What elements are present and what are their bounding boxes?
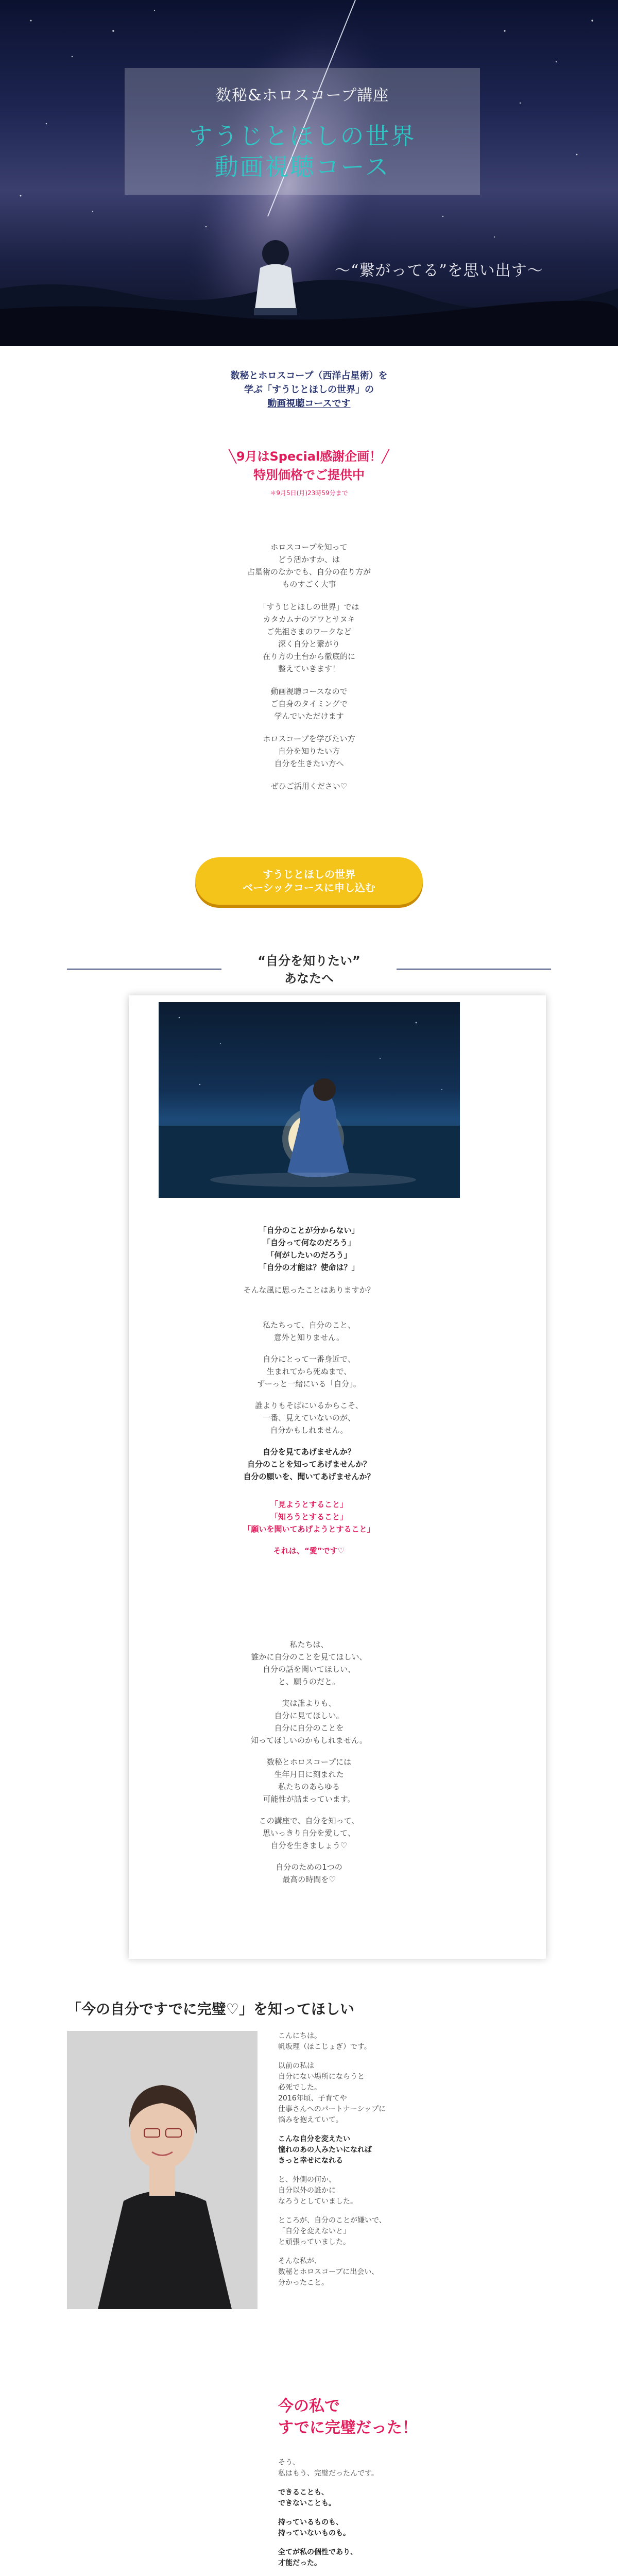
text-line: 憧れのあの人みたいになれば (278, 2146, 372, 2154)
intro-paragraph (180, 685, 438, 722)
section-heading-already-perfect: 「今の自分ですでに完璧♡」を知ってほしい (67, 2001, 354, 2018)
text-line: 帆坂理（ほこじょぎ）です。 (278, 2043, 371, 2051)
special-offer-deadline: ＊9月5日(月)23時59分まで (270, 489, 348, 497)
heading-line: あなたへ (284, 971, 334, 986)
cta-label-line-2: ベーシックコースに申し込む (243, 882, 375, 894)
text-line: 動画視聴コースなので (270, 687, 348, 696)
bio-text (278, 2031, 494, 2297)
text-line: 意外と知りません。 (274, 1333, 344, 1342)
text-line: ところが、自分のことが嫌いで、 (278, 2216, 386, 2225)
intro-paragraph (180, 733, 438, 770)
apply-basic-course-button[interactable] (195, 857, 423, 905)
question-line: 「自分って何なのだろう」 (262, 1238, 355, 1247)
moon-woman-photo (159, 1002, 460, 1198)
question-line: 「何がしたいのだろう」 (266, 1250, 352, 1260)
text-line: 私たちのあらゆる (278, 1782, 340, 1791)
intro-heading-line: 学ぶ「すうじとほしの世界」の (244, 384, 374, 395)
special-offer-block (154, 447, 464, 497)
text-line: 知ってほしいのかもしれません。 (251, 1736, 367, 1745)
text-line: この講座で、自分を知って、 (259, 1816, 359, 1825)
text-line: 数秘とホロスコープには (266, 1757, 352, 1767)
text-line: ものすごく大事 (282, 580, 336, 589)
text-line: 自分を生きましょう♡ (270, 1841, 348, 1850)
text-line: 「自分を変えないと」 (278, 2227, 350, 2235)
text-line: 深く自分と繋がり (278, 639, 340, 649)
hero-section (0, 0, 618, 346)
slash-left-icon: ╲ (229, 449, 236, 464)
special-offer-title: 9月はSpecial感謝企画！ (236, 449, 382, 464)
text-line: 自分以外の誰かに (278, 2187, 336, 2195)
bold-line: 自分の願いを、聞いてあげませんか？ (243, 1472, 375, 1481)
text-line: 必死でした。 (278, 2083, 321, 2092)
text-line: 数秘とホロスコープに出会い、 (278, 2268, 379, 2276)
text-line: 自分かもしれません。 (270, 1426, 348, 1435)
closing-block (206, 1638, 412, 1895)
text-line: 以前の私は (278, 2062, 314, 2070)
pink-line: 「知ろうとすること」 (270, 1512, 348, 1521)
text-line: こんにちは。 (278, 2032, 321, 2040)
special-offer-price: 特別価格でご提供中 (253, 468, 365, 482)
text-line: きっと幸せになれる (278, 2157, 343, 2165)
text-line: 誰かに自分のことを見てほしい、 (251, 1652, 367, 1662)
text-line: 整えていきます！ (278, 664, 340, 673)
text-line: 私たちって、自分のこと、 (263, 1320, 355, 1330)
callout-line: 今の私で (278, 2397, 340, 2415)
text-line: 自分にとって一番身近で、 (263, 1354, 355, 1364)
text-line: 自分を知りたい方 (278, 747, 340, 756)
text-line: 自分のための1つの (276, 1862, 342, 1872)
text-line: できることも、 (278, 2488, 329, 2497)
questions-block (206, 1224, 412, 1306)
text-line: と頑張っていました。 (278, 2238, 350, 2246)
question-tail: そんな風に思ったことはありますか？ (243, 1285, 375, 1295)
intro-heading-line: 数秘とホロスコープ（西洋占星術）を (230, 370, 388, 381)
text-line: 私はもう、完璧だったんです。 (278, 2469, 379, 2478)
text-line: と、願うのだと。 (278, 1677, 340, 1686)
text-line: どう活かすか、は (278, 555, 340, 564)
text-line: 持っていないものも。 (278, 2529, 350, 2537)
question-line: 「自分のことが分からない」 (259, 1226, 359, 1235)
text-line: 最高の時間を♡ (282, 1875, 336, 1884)
intro-body (180, 541, 438, 803)
intro-paragraph (180, 780, 438, 792)
text-line: ぜひご活用ください♡ (270, 782, 348, 791)
text-line: 仕事さんへのパートナーシップに (278, 2105, 386, 2113)
text-line: 分かったこと。 (278, 2279, 329, 2287)
hero-title-line-1: すうじとほしの世界 (188, 122, 416, 150)
text-line: と、外側の何か、 (278, 2176, 336, 2184)
text-line: 誰よりもそばにいるからこそ、 (255, 1401, 363, 1410)
divider-left (67, 969, 221, 970)
intro-paragraph (180, 541, 438, 590)
text-line: 生年月日に刻まれた (274, 1770, 344, 1779)
text-line: 自分を生きたい方へ (274, 759, 344, 768)
pink-line: 「願いを聞いてあげようとすること」 (243, 1524, 375, 1534)
text-line: ご自身のタイミングで (270, 699, 348, 708)
question-line: 「自分の才能は？使命は？」 (259, 1263, 359, 1272)
bold-line: 自分を見てあげませんか？ (262, 1447, 355, 1456)
text-line: 自分に見てほしい。 (274, 1711, 344, 1720)
text-line: ホロスコープを知って (270, 543, 348, 552)
text-line: こんな自分を変えたい (278, 2135, 350, 2143)
text-line: ホロスコープを学びたい方 (263, 734, 355, 743)
self-reflection-block (206, 1319, 412, 1566)
text-line: 可能性が詰まっています。 (263, 1794, 355, 1804)
cta-label-line-1: すうじとほしの世界 (263, 868, 355, 880)
profile-photo (67, 2031, 258, 2309)
text-line: なろうとしていました。 (278, 2197, 357, 2206)
hero-title-line-2: 動画視聴コース (214, 153, 390, 181)
text-line: 生まれてから死ぬまで、 (266, 1367, 352, 1376)
text-line: 学んでいただけます (274, 711, 344, 721)
text-line: 自分に自分のことを (274, 1723, 344, 1733)
hero-tagline: ～“繋がってる”を思い出す～ (335, 262, 543, 280)
text-line: 2016年頃、子育てや (278, 2094, 347, 2103)
text-line: 「すうじとほしの世界」では (259, 602, 359, 612)
callout-line: すでに完璧だった！ (278, 2419, 418, 2437)
text-line: そんな私が、 (278, 2257, 321, 2265)
bold-line: 自分のことを知ってあげませんか？ (247, 1460, 371, 1469)
text-line: 悩みを抱えていて。 (278, 2116, 343, 2124)
text-line: 自分の話を聞いてほしい、 (262, 1665, 355, 1674)
text-line: 思いっきり自分を愛して、 (263, 1828, 355, 1838)
text-line: カタカムナのアワとサヌキ (263, 615, 355, 624)
pink-line: 「見ようとすること」 (270, 1500, 348, 1509)
hero-subtitle: 数秘&ホロスコープ講座 (215, 87, 389, 105)
text-line: 在り方の土台から徹底的に (262, 652, 355, 661)
intro-heading (154, 369, 464, 411)
heading-line: “自分を知りたい” (258, 954, 360, 968)
text-line: できないことも。 (278, 2499, 336, 2507)
text-line: ずーっと一緒にいる「自分」。 (257, 1379, 361, 1388)
intro-heading-line: 動画視聴コースです (267, 398, 351, 409)
already-perfect-callout (278, 2396, 494, 2439)
text-line: 全てが私の個性であり、 (278, 2548, 357, 2556)
text-line: 持っているものも、 (278, 2518, 343, 2527)
section-heading-know-yourself (206, 952, 412, 987)
slash-right-icon: ╱ (382, 449, 389, 464)
divider-right (397, 969, 551, 970)
text-line: 実は誰よりも、 (282, 1699, 336, 1708)
love-line: それは、“愛”です♡ (273, 1546, 345, 1555)
text-line: 自分にない場所にならうと (278, 2073, 365, 2081)
text-line: ご先祖さまのワークなど (266, 627, 352, 636)
text-line: 一番、見えていないのが、 (262, 1413, 355, 1422)
after-text (278, 2458, 494, 2576)
text-line: 才能だった。 (278, 2559, 321, 2567)
intro-paragraph (180, 601, 438, 675)
text-line: そう、 (278, 2459, 300, 2467)
text-line: 私たちは、 (289, 1640, 329, 1649)
text-line: 占星術のなかでも、自分の在り方が (247, 567, 371, 577)
